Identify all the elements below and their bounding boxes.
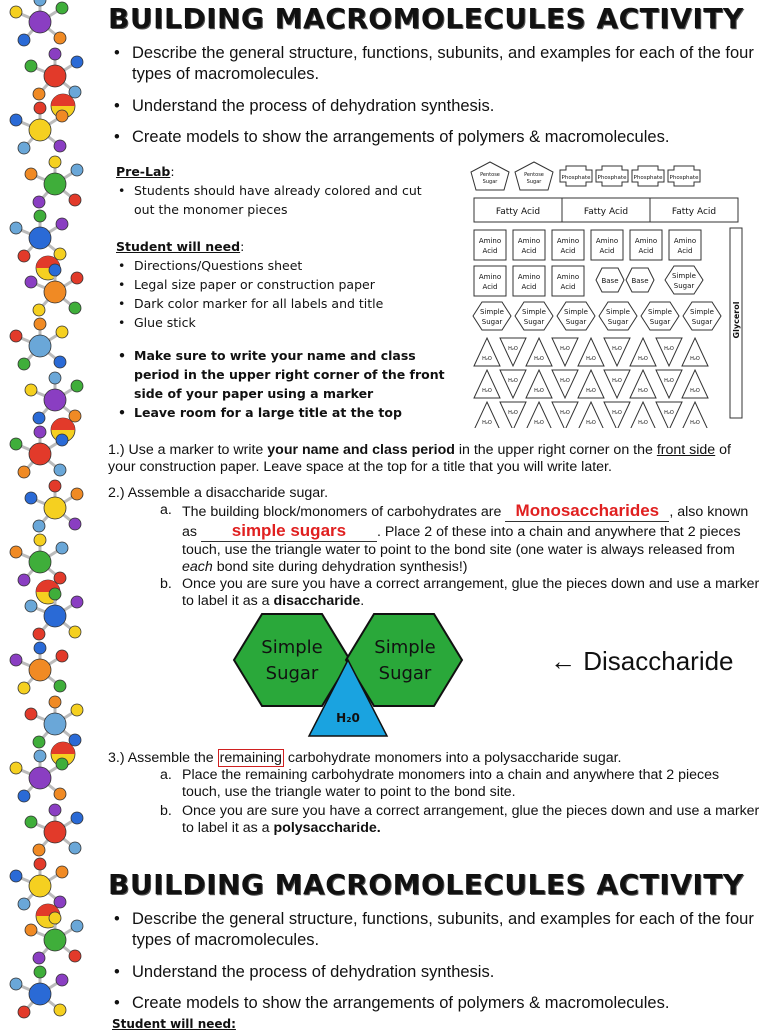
amino-acid-piece (513, 230, 545, 260)
water-label: H₂O (586, 420, 596, 426)
prelab-heading: Pre-Lab (116, 164, 171, 179)
amino-acid-piece (552, 266, 584, 296)
water-label: H₂O (508, 346, 518, 352)
step-1: 1.) Use a marker to write your name and class period in the upper right corner on the front side of your construction paper. Leave space at the top for a title that you will write later. (108, 442, 731, 475)
objective-repeat-1: • Describe the general structure, functions, subunits, and examples for each of the four types of macromolecules. (114, 910, 754, 949)
water-label: H₂O (482, 388, 492, 394)
amino-acid-piece (552, 230, 584, 260)
step-2a: a. The building block/monomers of carbohydrates are Monosaccharides , also known as simple sugars . Place 2 of these into a chain and anywhere that 2 pieces touch, use the triangle water to point to the bond site (one water is always released from each bond site during dehydration synthesis!) (160, 501, 749, 575)
water-label: H₂O (534, 420, 544, 426)
simple-sugar-label-1: Simple (564, 308, 588, 316)
water-label: H₂0 (336, 711, 360, 725)
molecule-icon (25, 588, 83, 640)
objective-repeat-2: • Understand the process of dehydration synthesis. (114, 963, 495, 981)
water-label: H₂O (612, 378, 622, 384)
amino-acid-piece (513, 266, 545, 296)
simple-sugar-label-1: Simple (522, 308, 546, 316)
simple-sugar-label-2: Sugar (673, 282, 695, 290)
water-piece (500, 370, 526, 398)
simple-sugar-label-1: Simple (480, 308, 504, 316)
need-item: • Glue stick (134, 313, 446, 332)
simple-sugar-label-1: Simple (690, 308, 714, 316)
water-label: H₂O (664, 410, 674, 416)
objective-1: • Describe the general structure, functions, subunits, and examples for each of the four types of macromolecules. (114, 44, 754, 83)
pentose-label-1: Pentose (480, 172, 500, 178)
water-label: H₂O (664, 378, 674, 384)
water-label: H₂O (508, 410, 518, 416)
hex2-line1: Simple (374, 637, 436, 658)
amino-acid-piece (591, 230, 623, 260)
molecule-icon (10, 966, 68, 1018)
water-label: H₂O (482, 356, 492, 362)
molecule-icon (25, 480, 83, 532)
phosphate-label: Phosphate (633, 175, 663, 181)
need-item: • Legal size paper or construction paper (134, 275, 446, 294)
amino-label-1: Amino (634, 237, 658, 245)
amino-label-2: Acid (521, 247, 537, 255)
water-piece (552, 370, 578, 398)
page-title-repeat: BUILDING MACROMOLECULES ACTIVITY (108, 868, 744, 901)
student-need-heading: Student will need (116, 239, 241, 254)
objective-3: • Create models to show the arrangements of polymers & macromolecules. (114, 128, 670, 146)
amino-label-2: Acid (521, 283, 537, 291)
water-label: H₂O (612, 346, 622, 352)
pentose-label-2: Sugar (482, 179, 498, 185)
simple-sugar-label-1: Simple (672, 272, 696, 280)
amino-acid-piece (669, 230, 701, 260)
molecule-icon (25, 804, 83, 856)
answer-simple-sugars: simple sugars (231, 521, 347, 540)
step-2b: b. Once you are sure you have a correct arrangement, glue the pieces down and use a marker to label it as a disaccharide. (160, 576, 760, 609)
water-label: H₂O (690, 420, 700, 426)
simple-sugar-label-2: Sugar (565, 318, 587, 326)
glycerol-label: Glycerol (732, 301, 741, 339)
need-item: • Dark color marker for all labels and title (134, 294, 446, 313)
base-label: Base (631, 277, 649, 285)
water-piece (656, 338, 682, 366)
molecule-icon (10, 318, 68, 370)
water-piece (604, 338, 630, 366)
water-label: H₂O (690, 388, 700, 394)
fatty-acid-label: Fatty Acid (495, 207, 541, 217)
molecule-icon (10, 0, 68, 46)
highlight-remaining: remaining (219, 750, 282, 766)
step-3a: a. Place the remaining carbohydrate monomers into a chain and anywhere that 2 pieces touch, use the triangle water to point to the bond site. (160, 767, 720, 800)
step-3: 3.) Assemble the remaining carbohydrate monomers into a polysaccharide sugar. (108, 750, 622, 766)
water-piece (656, 370, 682, 398)
simple-sugar-label-2: Sugar (691, 318, 713, 326)
water-label: H₂O (560, 378, 570, 384)
amino-label-2: Acid (482, 247, 498, 255)
bold-instruction: • Leave room for a large title at the top (134, 403, 446, 422)
amino-label-2: Acid (482, 283, 498, 291)
pentose-label-1: Pentose (524, 172, 544, 178)
water-label: H₂O (638, 356, 648, 362)
simple-sugar-label-1: Simple (648, 308, 672, 316)
monomer-pieces-diagram (470, 160, 750, 428)
water-label: H₂O (638, 388, 648, 394)
amino-label-1: Amino (517, 237, 541, 245)
water-piece (552, 338, 578, 366)
water-label: H₂O (690, 356, 700, 362)
amino-label-1: Amino (673, 237, 697, 245)
molecule-border-decoration (0, 0, 100, 1024)
simple-sugar-label-2: Sugar (649, 318, 671, 326)
amino-label-1: Amino (556, 237, 580, 245)
phosphate-label: Phosphate (597, 175, 627, 181)
prelab-section: Pre-Lab: • Students should have already colored and cut out the monomer pieces Student will need: • Directions/Questions sheet • Legal size paper or construction paper • Dark color marker for all labels and title • Glue stick • Make sure to write your name and class period in the upper right corner of the front side of your paper using a marker • Leave room for a large title at the top (116, 162, 446, 422)
hex1-line2: Sugar (265, 663, 319, 684)
amino-label-1: Amino (556, 273, 580, 281)
base-label: Base (601, 277, 619, 285)
simple-sugar-label-2: Sugar (523, 318, 545, 326)
hex1-line1: Simple (261, 637, 323, 658)
disaccharide-label: ← Disaccharide (550, 646, 734, 676)
phosphate-label: Phosphate (669, 175, 699, 181)
water-label: H₂O (534, 388, 544, 394)
water-label: H₂O (586, 388, 596, 394)
water-label: H₂O (664, 346, 674, 352)
water-label: H₂O (586, 356, 596, 362)
step-3b: b. Once you are sure you have a correct arrangement, glue the pieces down and use a marker to label it as a polysaccharide. (160, 803, 760, 836)
simple-sugar-label-2: Sugar (481, 318, 503, 326)
water-label: H₂O (612, 410, 622, 416)
pentose-label-2: Sugar (526, 179, 542, 185)
need-item: • Directions/Questions sheet (134, 256, 446, 275)
amino-acid-piece (630, 230, 662, 260)
water-label: H₂O (534, 356, 544, 362)
prelab-item: • Students should have already colored and cut out the monomer pieces (134, 181, 446, 219)
amino-label-2: Acid (599, 247, 615, 255)
simple-sugar-label-1: Simple (606, 308, 630, 316)
water-label: H₂O (482, 420, 492, 426)
answer-monosaccharides: Monosaccharides (515, 501, 660, 520)
fatty-acid-label: Fatty Acid (583, 207, 629, 217)
water-label: H₂O (508, 378, 518, 384)
amino-label-2: Acid (560, 283, 576, 291)
bold-instruction: • Make sure to write your name and class period in the upper right corner of the front side of your paper using a marker (134, 346, 446, 403)
page-title: BUILDING MACROMOLECULES ACTIVITY (108, 2, 744, 35)
amino-label-2: Acid (677, 247, 693, 255)
amino-label-1: Amino (478, 237, 502, 245)
molecule-icon (10, 642, 68, 694)
amino-label-1: Amino (478, 273, 502, 281)
amino-label-1: Amino (595, 237, 619, 245)
molecule-icon (25, 912, 83, 964)
water-label: H₂O (638, 420, 648, 426)
objective-repeat-3: • Create models to show the arrangements of polymers & macromolecules. (114, 994, 670, 1012)
amino-acid-piece (474, 230, 506, 260)
amino-acid-piece (474, 266, 506, 296)
simple-sugar-label-2: Sugar (607, 318, 629, 326)
water-label: H₂O (560, 410, 570, 416)
water-piece (500, 338, 526, 366)
hex2-line2: Sugar (378, 663, 432, 684)
amino-label-1: Amino (517, 273, 541, 281)
water-piece (604, 370, 630, 398)
objective-2: • Understand the process of dehydration synthesis. (114, 97, 495, 115)
amino-label-2: Acid (560, 247, 576, 255)
cut-off-text: Student will need: (112, 1017, 236, 1031)
amino-label-2: Acid (638, 247, 654, 255)
step-2: 2.) Assemble a disaccharide sugar. (108, 485, 329, 501)
fatty-acid-label: Fatty Acid (671, 207, 717, 217)
disaccharide-diagram (232, 612, 752, 740)
phosphate-label: Phosphate (561, 175, 591, 181)
water-label: H₂O (560, 346, 570, 352)
molecule-icon (25, 264, 83, 316)
molecule-icon (25, 156, 83, 208)
